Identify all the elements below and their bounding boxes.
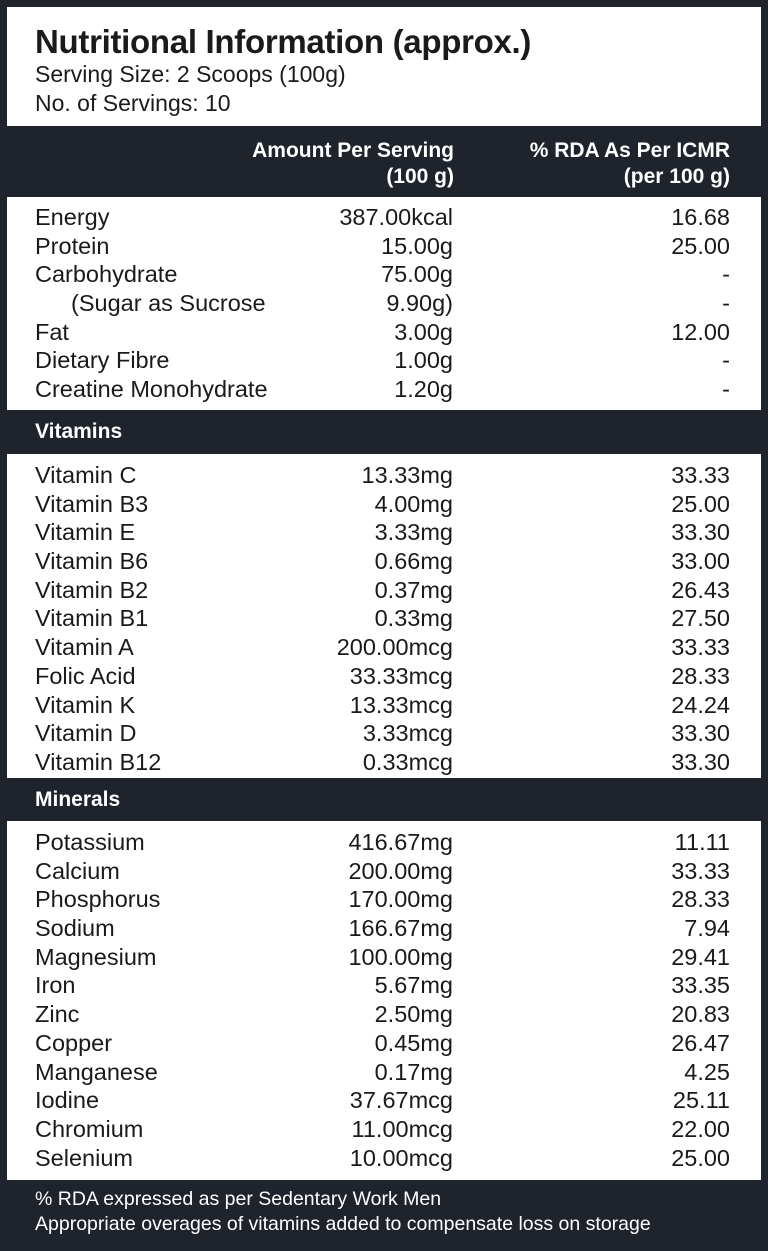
column-headers <box>0 138 768 190</box>
nutrient-amount: 9.90g) <box>386 290 453 317</box>
nutrient-rda: 16.68 <box>671 204 730 230</box>
nutrient-rda: - <box>722 290 730 317</box>
nutrient-name: Selenium <box>35 1144 133 1171</box>
nutrient-rda: 29.41 <box>671 943 730 970</box>
table-row <box>7 719 761 748</box>
nutrient-amount: 0.17mg <box>374 1058 453 1085</box>
rda-header-line1: % RDA As Per ICMR <box>529 139 730 162</box>
footer-note-2: Appropriate overages of vitamins added to compensate loss on storage <box>35 1213 651 1235</box>
serving-size: Serving Size: 2 Scoops (100g) <box>35 61 346 87</box>
amount-header-line1: Amount Per Serving <box>252 139 454 162</box>
nutrient-amount: 4.00mg <box>374 490 453 517</box>
nutrient-rda: 26.47 <box>671 1029 730 1056</box>
nutrient-name: Vitamin E <box>35 519 136 546</box>
nutrient-amount: 0.37mg <box>374 576 453 603</box>
nutrient-name: Manganese <box>35 1058 158 1085</box>
minerals-heading: Minerals <box>35 788 121 811</box>
nutrient-rda: 25.00 <box>671 1144 730 1171</box>
nutrient-name: Sodium <box>35 915 115 942</box>
nutrient-name: Creatine Monohydrate <box>35 376 268 403</box>
table-row <box>7 662 761 691</box>
nutrient-amount: 5.67mg <box>374 972 453 999</box>
table-row <box>7 828 761 857</box>
nutrient-name: Vitamin B6 <box>35 548 149 575</box>
nutrient-name: Vitamin K <box>35 691 136 718</box>
nutrient-rda: - <box>722 376 730 403</box>
table-row <box>7 1000 761 1029</box>
nutrient-rda: 11.11 <box>674 829 730 855</box>
nutrient-rda: 25.00 <box>671 232 730 259</box>
servings-count: No. of Servings: 10 <box>35 90 231 116</box>
vitamins-section <box>7 454 761 778</box>
table-row <box>7 885 761 914</box>
nutrient-rda: - <box>722 261 730 288</box>
nutrient-name: Carbohydrate <box>35 261 178 288</box>
table-row <box>7 691 761 720</box>
nutrient-rda: 12.00 <box>671 318 730 345</box>
table-row <box>7 346 761 375</box>
nutrient-name: Vitamin B3 <box>35 490 149 517</box>
nutrient-name: Iron <box>35 972 76 999</box>
nutrient-amount: 33.33mcg <box>349 662 453 689</box>
nutrient-name: Vitamin B12 <box>35 748 162 775</box>
nutrient-amount: 0.33mg <box>374 605 453 632</box>
nutrient-name: Vitamin D <box>35 720 137 747</box>
nutrient-name: Vitamin A <box>35 634 134 661</box>
nutrient-name: Iodine <box>35 1087 100 1114</box>
table-row <box>7 857 761 886</box>
nutrient-name: Protein <box>35 232 110 259</box>
table-row <box>7 1058 761 1087</box>
table-row <box>7 748 761 777</box>
table-row <box>7 518 761 547</box>
nutrient-name: Vitamin C <box>35 462 137 488</box>
nutrient-amount: 1.20g <box>394 376 453 403</box>
minerals-section <box>7 821 761 1180</box>
nutrient-amount: 100.00mg <box>348 943 453 970</box>
nutrient-rda: 33.30 <box>671 519 730 546</box>
nutrient-name: Fat <box>35 318 69 345</box>
table-row <box>7 1144 761 1173</box>
table-row <box>7 1029 761 1058</box>
nutrient-rda: 33.33 <box>671 634 730 661</box>
nutrient-rda: 20.83 <box>671 1001 730 1028</box>
table-row <box>7 1086 761 1115</box>
nutrient-amount: 2.50mg <box>374 1001 453 1028</box>
page-title: Nutritional Information (approx.) <box>35 23 532 60</box>
nutrient-name: Zinc <box>35 1001 80 1028</box>
table-row <box>7 318 761 347</box>
nutrient-amount: 75.00g <box>381 261 453 288</box>
nutrient-rda: 33.30 <box>671 748 730 775</box>
vitamins-heading: Vitamins <box>35 420 123 443</box>
nutrient-rda: 22.00 <box>671 1115 730 1142</box>
nutrient-rda: 7.94 <box>684 915 730 942</box>
table-row <box>7 289 761 318</box>
nutrient-amount: 170.00mg <box>348 886 453 913</box>
table-row <box>7 461 761 490</box>
nutrient-name: (Sugar as Sucrose <box>71 290 266 317</box>
nutrient-amount: 11.00mcg <box>351 1115 453 1142</box>
nutrient-amount: 0.66mg <box>374 548 453 575</box>
nutrient-name: Energy <box>35 204 110 230</box>
nutrient-rda: 26.43 <box>671 576 730 603</box>
table-row <box>7 490 761 519</box>
amount-column-header <box>252 138 454 190</box>
nutrient-rda: 4.25 <box>684 1058 730 1085</box>
table-row <box>7 260 761 289</box>
nutrient-name: Potassium <box>35 829 145 855</box>
nutrient-rda: 33.33 <box>671 857 730 884</box>
nutrient-amount: 10.00mcg <box>349 1144 453 1171</box>
nutrient-amount: 37.67mcg <box>349 1087 453 1114</box>
title-box <box>7 7 761 126</box>
nutrient-rda: 33.00 <box>671 548 730 575</box>
table-row <box>7 576 761 605</box>
table-row <box>7 375 761 404</box>
table-row <box>7 547 761 576</box>
table-row <box>7 604 761 633</box>
nutrient-amount: 1.00g <box>394 347 453 374</box>
nutrient-rda: 28.33 <box>671 662 730 689</box>
footer-notes <box>35 1187 651 1237</box>
nutrient-rda: 27.50 <box>671 605 730 632</box>
nutrient-amount: 0.33mcg <box>362 748 453 775</box>
nutrient-amount: 0.45mg <box>374 1029 453 1056</box>
table-row <box>7 232 761 261</box>
nutrient-name: Copper <box>35 1029 113 1056</box>
nutrient-name: Folic Acid <box>35 662 136 689</box>
nutrient-name: Magnesium <box>35 943 157 970</box>
table-row <box>7 1115 761 1144</box>
nutrient-name: Dietary Fibre <box>35 347 170 374</box>
nutrient-name: Vitamin B2 <box>35 576 149 603</box>
nutrient-amount: 387.00kcal <box>339 204 453 230</box>
nutrient-rda: 25.11 <box>672 1087 730 1114</box>
nutrient-rda: 25.00 <box>671 490 730 517</box>
general-nutrients-section <box>7 197 761 410</box>
nutrient-name: Vitamin B1 <box>35 605 149 632</box>
nutrient-amount: 13.33mg <box>361 462 453 488</box>
nutrient-rda: 33.35 <box>671 972 730 999</box>
table-row <box>7 943 761 972</box>
rda-header-line2: (per 100 g) <box>623 165 730 188</box>
table-row <box>7 914 761 943</box>
nutrient-amount: 200.00mg <box>348 857 453 884</box>
nutrient-amount: 3.33mg <box>374 519 453 546</box>
table-row <box>7 203 761 232</box>
table-row <box>7 971 761 1000</box>
nutrient-rda: 24.24 <box>671 691 730 718</box>
nutrient-amount: 416.67mg <box>348 829 453 855</box>
nutrient-amount: 13.33mcg <box>349 691 453 718</box>
footer-note-1: % RDA expressed as per Sedentary Work Men <box>35 1188 442 1210</box>
nutrient-name: Phosphorus <box>35 886 161 913</box>
nutrient-amount: 3.33mcg <box>362 720 453 747</box>
nutrient-amount: 15.00g <box>381 232 453 259</box>
nutrient-rda: - <box>722 347 730 374</box>
nutrient-amount: 166.67mg <box>348 915 453 942</box>
nutrient-rda: 28.33 <box>671 886 730 913</box>
nutrient-amount: 3.00g <box>394 318 453 345</box>
nutrient-rda: 33.33 <box>671 462 730 488</box>
nutrient-name: Calcium <box>35 857 120 884</box>
table-row <box>7 633 761 662</box>
rda-column-header <box>530 138 730 190</box>
amount-header-line2: (100 g) <box>386 165 454 188</box>
nutrient-amount: 200.00mcg <box>336 634 453 661</box>
nutrient-rda: 33.30 <box>671 720 730 747</box>
nutrient-name: Chromium <box>35 1115 144 1142</box>
